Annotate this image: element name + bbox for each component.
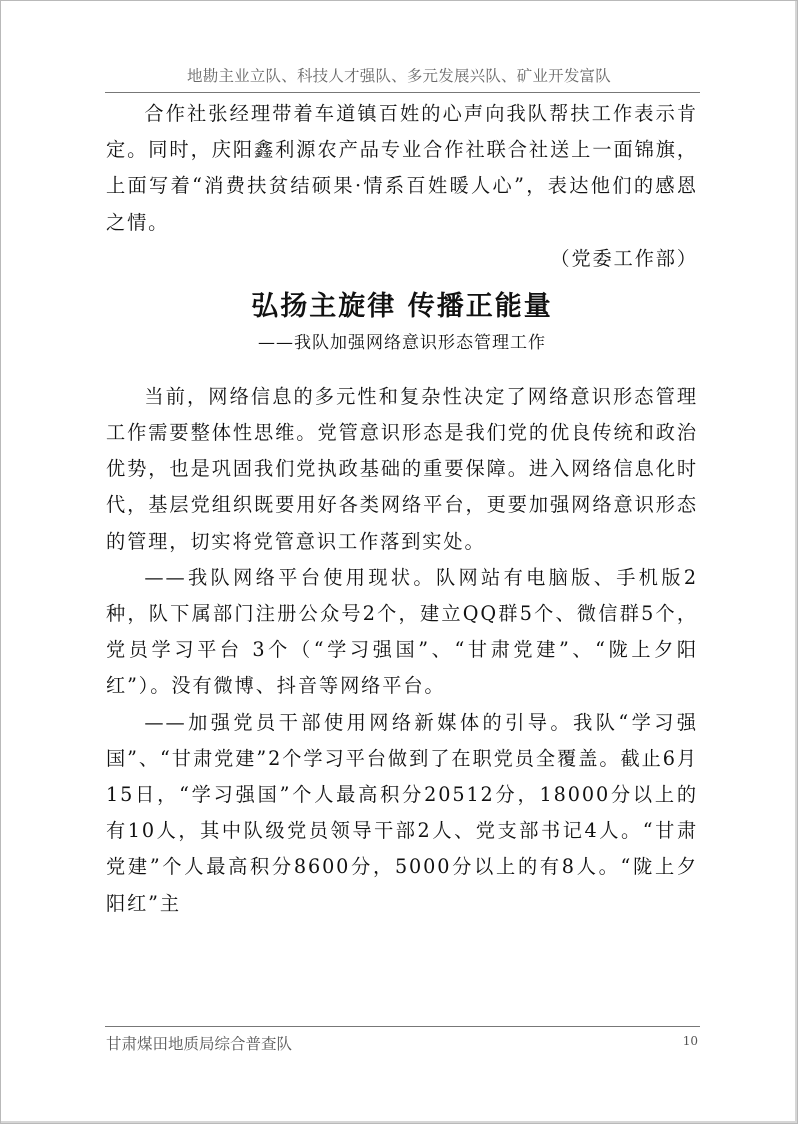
article-paragraph-1: 当前，网络信息的多元性和复杂性决定了网络意识形态管理工作需要整体性思维。党管意识形态是我们党的优良传统和政治优势，也是巩固我们党执政基础的重要保障。进入网络信息化时代，基层党组织既要用好各类网络平台，更要加强网络意识形态的管理，切实将党管意识工作落到实处。 — [106, 384, 698, 553]
page-number: 10 — [682, 1034, 698, 1048]
footer-divider — [105, 1026, 700, 1027]
article-subtitle: ——我队加强网络意识形态管理工作 — [258, 332, 546, 353]
footer-organization: 甘肃煤田地质局综合普查队 — [106, 1035, 293, 1053]
page-header-slogan: 地勘主业立队、科技人才强队、多元发展兴队、矿业开发富队 — [187, 67, 611, 85]
previous-article-signature: （党委工作部） — [550, 246, 698, 270]
previous-article-paragraph: 合作社张经理带着车道镇百姓的心声向我队帮扶工作表示肯定。同时，庆阳鑫利源农产品专业合作社联合社送上一面锦旗，上面写着“消费扶贫结硕果·情系百姓暖人心”，表达他们的感恩之情。 — [106, 102, 698, 234]
article-paragraph-2: ——我队网络平台使用现状。队网站有电脑版、手机版2种，队下属部门注册公众号2个，建立QQ群5个、微信群5个，党员学习平台 3个（“学习强国”、“甘肃党建”、“陇上夕阳红”）。没有微博、抖音等网络平台。 — [106, 565, 698, 698]
article-title: 弘扬主旋律 传播正能量 — [251, 290, 553, 322]
article-paragraph-3: ——加强党员干部使用网络新媒体的引导。我队“学习强国”、“甘肃党建”2个学习平台做到了在职党员全覆盖。截止6月15日，“学习强国”个人最高积分20512分，18000分以上的有10人，其中队级党员领导干部2人、党支部书记4人。“甘肃党建”个人最高积分8600分，5000分以上的有8人。“陇上夕阳红”主 — [106, 710, 698, 915]
page-content — [106, 96, 698, 922]
header-divider — [105, 92, 700, 93]
